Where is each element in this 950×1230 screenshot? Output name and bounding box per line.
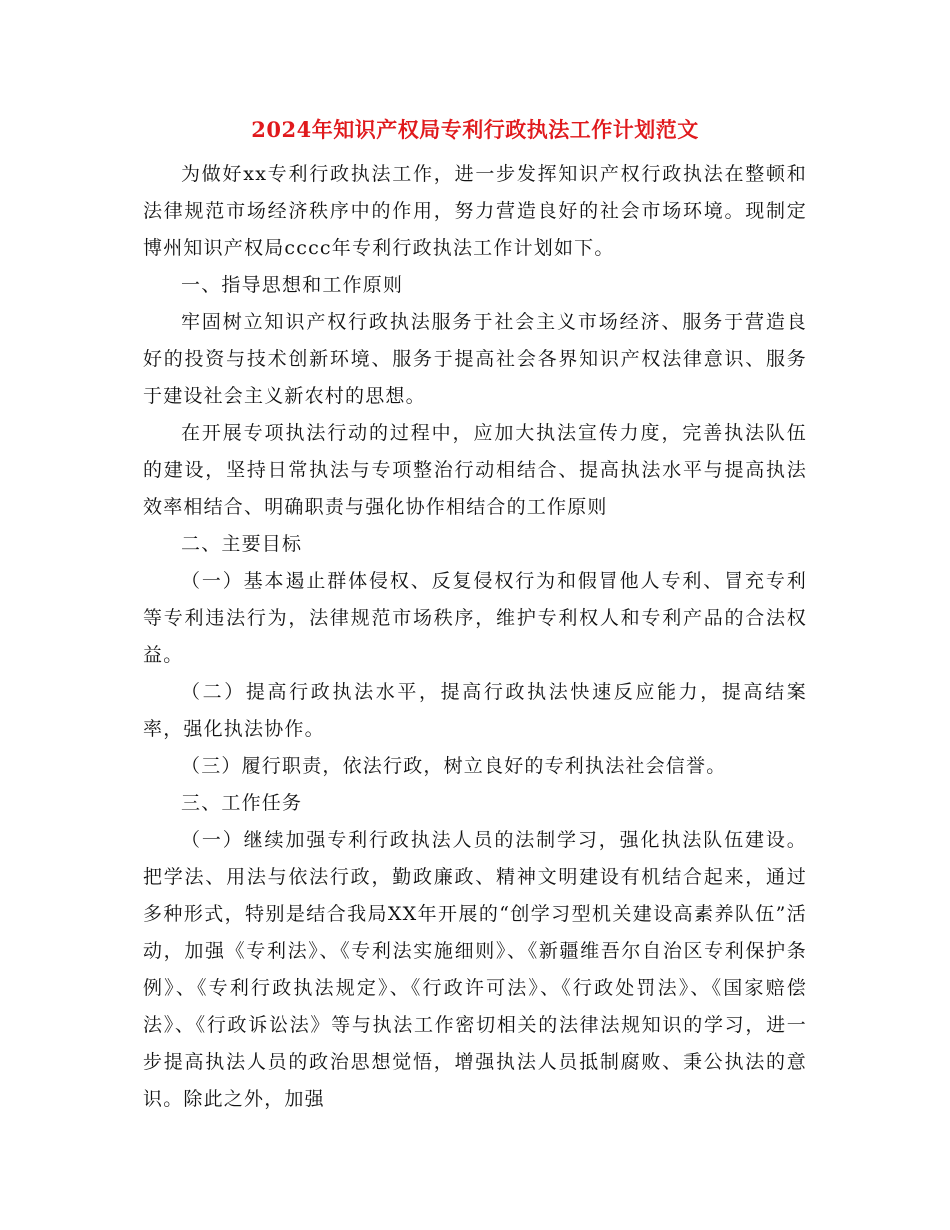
document-body xyxy=(143,156,807,1118)
document-title: 2024年知识产权局专利行政执法工作计划范文 xyxy=(251,117,699,142)
body-paragraph: 在开展专项执法行动的过程中，应加大执法宣传力度，完善执法队伍的建设，坚持日常执法与专项整治行动相结合、提高执法水平与提高执法效率相结合、明确职责与强化协作相结合的工作原则 xyxy=(143,422,807,518)
body-paragraph: （三）履行职责，依法行政，树立良好的专利执法社会信誉。 xyxy=(181,755,727,777)
section-heading: 一、指导思想和工作原则 xyxy=(181,274,404,296)
body-paragraph: （二）提高行政执法水平，提高行政执法快速反应能力，提高结案率，强化执法协作。 xyxy=(143,681,807,740)
section-heading: 二、主要目标 xyxy=(181,533,303,555)
body-paragraph: （一）继续加强专利行政执法人员的法制学习，强化执法队伍建设。把学法、用法与依法行政，勤政廉政、精神文明建设有机结合起来，通过多种形式，特别是结合我局XX年开展的“创学习型机关建设高素养队伍”活动，加强《专利法》、《专利法实施细则》、《新疆维吾尔自治区专利保护条例》、《专利行政执法规定》、《行政许可法》、《行政处罚法》、《国家赔偿法》、《行政诉讼法》等与执法工作密切相关的法律法规知识的学习，进一步提高执法人员的政治思想觉悟，增强执法人员抵制腐败、秉公执法的意识。除此之外，加强 xyxy=(143,829,807,1110)
body-paragraph: 为做好xx专利行政执法工作，进一步发挥知识产权行政执法在整顿和法律规范市场经济秩序中的作用，努力营造良好的社会市场环境。现制定博州知识产权局cccc年专利行政执法工作计划如下。 xyxy=(143,163,807,259)
section-heading: 三、工作任务 xyxy=(181,792,303,814)
body-paragraph: 牢固树立知识产权行政执法服务于社会主义市场经济、服务于营造良好的投资与技术创新环境、服务于提高社会各界知识产权法律意识、服务于建设社会主义新农村的思想。 xyxy=(143,311,807,407)
body-paragraph: （一）基本遏止群体侵权、反复侵权行为和假冒他人专利、冒充专利等专利违法行为，法律规范市场秩序，维护专利权人和专利产品的合法权益。 xyxy=(143,570,807,666)
